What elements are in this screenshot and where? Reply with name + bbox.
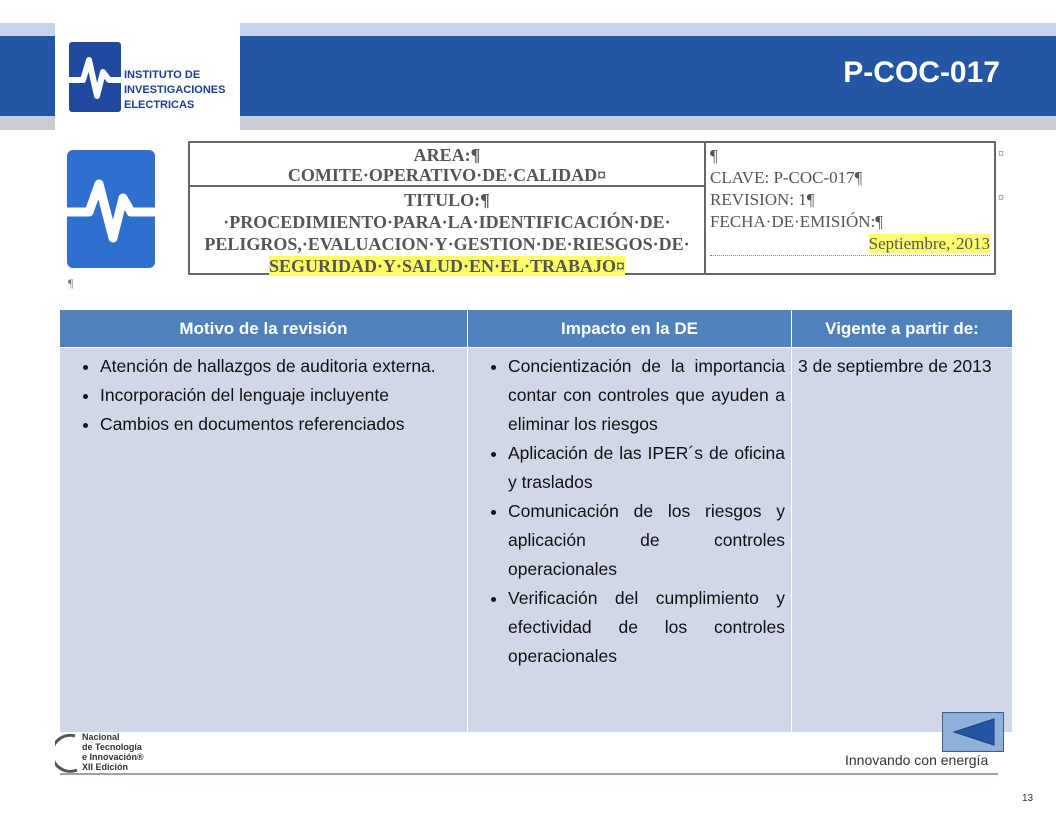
doc-code-title: P-COC-017	[843, 56, 1000, 89]
header-motivo: Motivo de la revisión	[60, 310, 468, 347]
list-item: • Incorporación del lenguaje incluyente	[100, 381, 461, 410]
award-line-4: XII Edición	[82, 762, 129, 772]
area-value: COMITE·OPERATIVO·DE·CALIDAD¤	[287, 165, 607, 185]
vigente-date: 3 de septiembre de 2013	[798, 356, 992, 376]
title-label: TITULO:¶	[404, 190, 490, 210]
fecha-row	[710, 233, 990, 256]
back-button[interactable]	[942, 712, 1004, 752]
award-line-2: de Tecnología	[82, 742, 142, 752]
scan-right-cell	[710, 145, 990, 256]
revision-table	[60, 310, 1012, 732]
clave: CLAVE: P-COC-017¶	[710, 168, 863, 187]
area-label: AREA:¶	[413, 145, 481, 165]
iie-logo-text	[124, 68, 225, 113]
title-line-3	[190, 255, 704, 277]
award-line-1: Nacional	[82, 732, 120, 742]
revision: REVISION: 1¶	[710, 190, 815, 209]
list-item: • Atención de hallazgos de auditoria externa.	[100, 352, 461, 381]
wave-logo-icon	[67, 150, 155, 268]
area-cell	[190, 143, 704, 187]
cell-mark-2: ¤	[998, 190, 1004, 204]
title-line-1: ·PROCEDIMIENTO·PARA·LA·IDENTIFICACIÓN·DE·	[223, 212, 671, 232]
cell-motivo	[60, 348, 468, 732]
award-logo	[55, 730, 81, 779]
title-cell	[190, 187, 704, 277]
logo-line-3: ELECTRICAS	[124, 99, 195, 111]
page-number: 13	[1022, 793, 1034, 804]
scan-left-cell	[190, 143, 706, 276]
header-impacto: Impacto en la DE	[468, 310, 792, 347]
cell-impacto	[468, 348, 792, 732]
fecha-value: Septiembre,·2013	[868, 234, 990, 253]
header-vigente: Vigente a partir de:	[792, 310, 1012, 347]
logo-line-1: INSTITUTO DE	[124, 69, 201, 81]
scan-logo	[67, 150, 155, 268]
list-item: • Concientización de la importancia contar con controles que ayuden a eliminar los riesgos	[508, 352, 785, 439]
title-line-2: PELIGROS,·EVALUACION·Y·GESTION·DE·RIESGOS·DE·	[204, 234, 690, 254]
list-item: • Comunicación de los riesgos y aplicación de controles operacionales	[508, 497, 785, 584]
scanned-header-table	[188, 141, 996, 275]
back-arrow-icon	[950, 717, 996, 747]
title-line-3-text: SEGURIDAD·Y·SALUD·EN·EL·TRABAJO¤	[268, 256, 626, 276]
fecha-label: FECHA·DE·EMISIÓN:¶	[710, 212, 883, 231]
impacto-list	[474, 352, 785, 671]
list-item: • Cambios en documentos referenciados	[100, 410, 461, 439]
cell-mark-1: ¤	[998, 146, 1004, 160]
motivo-list	[66, 352, 461, 439]
logo-line-2: INVESTIGACIONES	[124, 84, 226, 96]
cell-vigente	[792, 348, 1012, 732]
award-swirl-icon	[55, 730, 81, 774]
list-item: • Aplicación de las IPER´s de oficina y traslados	[508, 439, 785, 497]
list-item: • Verificación del cumplimiento y efectividad de los controles operacionales	[508, 584, 785, 671]
footer-divider	[60, 773, 998, 775]
award-line-3: e Innovación®	[82, 752, 144, 762]
paragraph-mark: ¶	[68, 276, 74, 290]
pilcrow: ¶	[710, 146, 718, 165]
award-text	[82, 732, 144, 772]
slogan: Innovando con energía	[845, 752, 989, 768]
